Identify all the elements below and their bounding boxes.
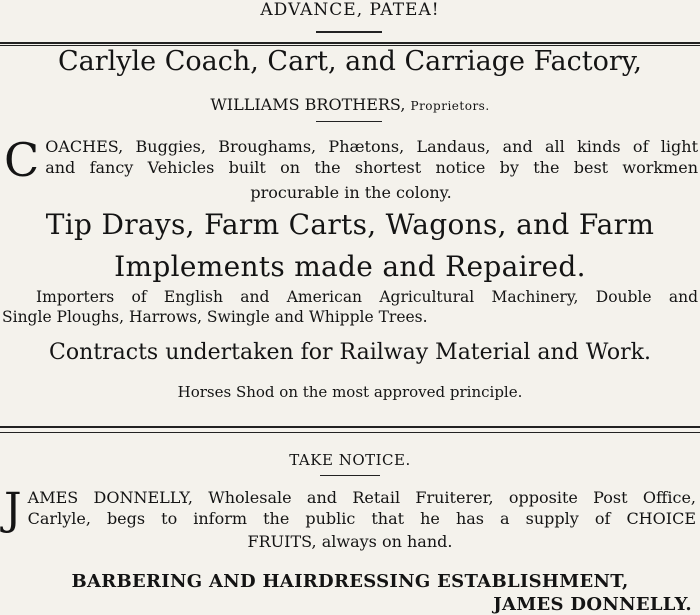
donnelly-line-1: AMES DONNELLY, Wholesale and Retail Fruiterer, opposite Post Office, [27,488,696,507]
donnelly-drop-cap: J [4,484,22,535]
importers-line-2: Single Ploughs, Harrows, Swingle and Whipple Trees. [2,308,428,326]
donnelly-line-3: FRUITS, always on hand. [247,532,453,551]
donnelly-paragraph [4,484,696,552]
factory-title: Carlyle Coach, Cart, and Carriage Factory, [58,46,642,77]
proprietors-name: WILLIAMS BROTHERS, [210,95,406,114]
tip-drays-line: Tip Drays, Farm Carts, Wagons, and Farm [45,208,655,241]
barbering-heading: BARBERING AND HAIRDRESSING ESTABLISHMENT, [71,571,629,592]
take-notice-heading: TAKE NOTICE. [289,451,411,469]
props-short-rule [316,121,382,122]
top-border-rule [0,42,700,44]
coaches-line-1: OACHES, Buggies, Broughams, Phætons, Landaus, and all kinds of light [45,137,698,156]
proprietors-label: Proprietors. [410,99,490,113]
implements-line: Implements made and Repaired. [114,250,586,283]
section-divider-rule-thin [0,432,700,433]
take-notice-short-rule [320,475,380,476]
contracts-line: Contracts undertaken for Railway Material and Work. [49,340,651,365]
section-divider-rule [0,426,700,428]
header-short-rule [316,31,382,33]
donnelly-line-2: Carlyle, begs to inform the public that he has a supply of CHOICE [27,509,696,528]
coaches-paragraph [4,133,698,203]
masthead-header: ADVANCE, PATEA! [260,0,440,20]
coaches-drop-cap: C [4,133,40,187]
horses-shod-line: Horses Shod on the most approved principle. [177,383,523,401]
importers-line-1: Importers of English and American Agricultural Machinery, Double and [36,288,698,306]
coaches-line-2: and fancy Vehicles built on the shortest notice by the best workmen [45,158,698,177]
importers-paragraph [2,287,698,327]
barber-proprietor-name: JAMES DONNELLY. [493,594,692,615]
coaches-line-3: procurable in the colony. [250,183,452,202]
proprietors-line [0,95,700,114]
